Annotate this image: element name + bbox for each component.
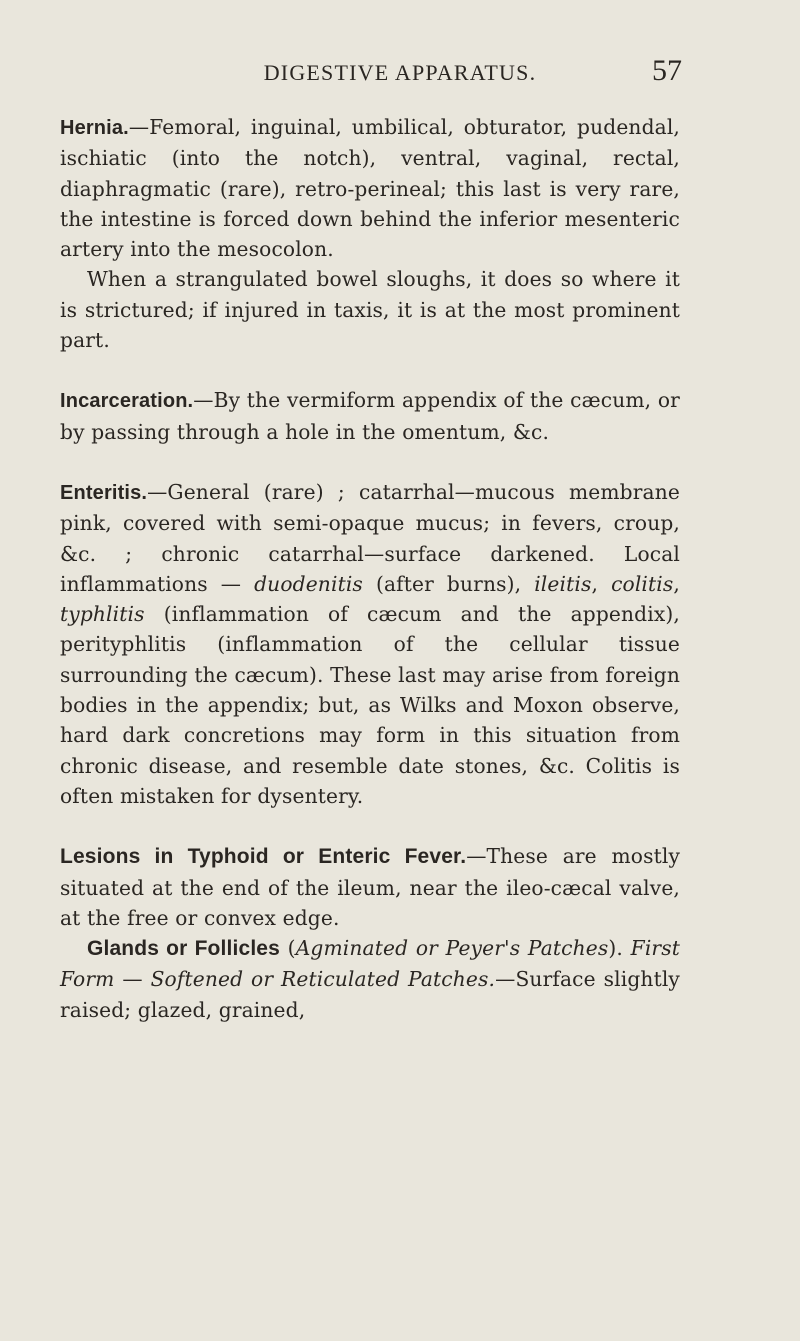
hernia-note: When a strangulated bowel sloughs, it does so where it is strictured; if injured in taxis, it is at the most prominent part. [60, 267, 680, 353]
hernia-text: —Femoral, inguinal, umbilical, obturator, pudendal, ischiatic (into the notch), ventral, vaginal, rectal, diaphragmatic (rare), retro-perineal; this last is very rare, the intestine is forced down behind the inferior mesenteric artery into the mesocolon. [60, 115, 680, 262]
softened-term: Softened or Reticulated Patches. [150, 967, 496, 992]
enteritis-heading: Enteritis. [60, 481, 148, 504]
typhoid-paragraph [60, 841, 680, 933]
glands-text: —Surface slightly raised; glazed, grained, [60, 967, 680, 1022]
enteritis-sep-2: , [673, 571, 680, 596]
enteritis-text-a: —General (rare) ; catarrhal—mucous membrane pink, covered with semi-opaque mucus; in fevers, croup, &c. ; chronic catarrhal—surface darkened. Local inflammations — [60, 479, 680, 596]
ileitis-term: ileitis [534, 571, 592, 596]
typhoid-text: —These are mostly situated at the end of the ileum, near the ileo-cæcal valve, at the free or convex edge. [60, 844, 680, 930]
incarceration-paragraph [60, 385, 680, 447]
hernia-paragraph [60, 112, 680, 264]
glands-open-paren: ( [279, 936, 296, 961]
enteritis-sep-1: , [591, 571, 612, 596]
glands-dash: — [114, 967, 151, 992]
first-form-term: First Form [60, 936, 681, 992]
typhoid-heading: Lesions in Typhoid or Enteric Fever. [60, 845, 467, 869]
enteritis-paragraph [60, 477, 680, 811]
running-head [0, 54, 800, 98]
glands-close-paren: ). [608, 936, 623, 961]
colitis-term: colitis [611, 571, 674, 596]
enteritis-text-b: (after burns), [362, 571, 535, 596]
glands-paragraph [60, 933, 680, 1025]
duodenitis-term: duodenitis [254, 571, 363, 596]
hernia-note-paragraph [60, 264, 680, 355]
incarceration-text: —By the vermiform appendix of the cæcum, or by passing through a hole in the omentum, &c. [60, 388, 680, 444]
enteritis-text-c: (inflammation of cæcum and the appendix), perityphlitis (inflammation of the cellular tissue surrounding the cæcum). These last may arise from foreign bodies in the appendix; but, as Wilks and Moxon observe, hard dark concretions may form in this situation from chronic disease, and resemble date stones, &c. Colitis is often mistaken for dysentery. [60, 602, 680, 808]
agminated-term: Agminated or Peyer's Patches [295, 936, 609, 961]
hernia-heading: Hernia. [60, 117, 129, 139]
typhlitis-term: typhlitis [60, 602, 145, 627]
body-text [60, 112, 680, 1025]
page-number: 57 [652, 54, 682, 87]
incarceration-heading: Incarceration. [60, 390, 194, 413]
running-title: DIGESTIVE APPARATUS. [263, 60, 537, 85]
glands-heading: Glands or Follicles [87, 937, 280, 961]
